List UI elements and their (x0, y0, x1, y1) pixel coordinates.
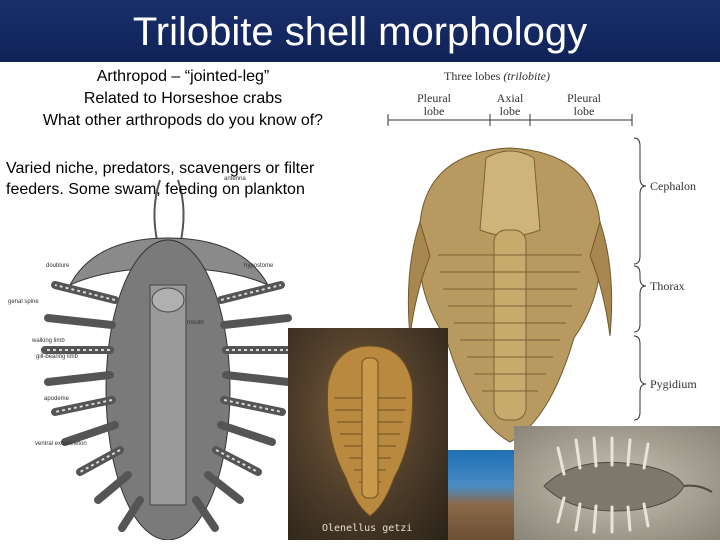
fossil-2-shape (514, 426, 720, 540)
slide-title: Trilobite shell morphology (132, 10, 588, 54)
niche-text: Varied niche, predators, scavengers or filter feeders. Some swam, feeding on plankton (6, 160, 315, 198)
label-mouth: mouth (187, 320, 204, 326)
label-apodeme: apodeme (44, 396, 70, 402)
pleural-lobe-2-line-1: Pleural (567, 91, 601, 105)
fossil-caption: Olenellus getzi (322, 523, 413, 534)
label-doublure: doublure (46, 263, 70, 269)
pleural-lobe-1-line-1: Pleural (417, 91, 451, 105)
background-landscape (448, 450, 514, 540)
fossil-1-shape (288, 328, 448, 540)
diagram-heading-italic: (trilobite) (503, 69, 550, 83)
intro-line-3: What other arthropods do you know of? (42, 112, 324, 129)
diagram-heading-text: Three lobes (444, 69, 501, 83)
label-ventral-exoskeleton: ventral exoskeleton (35, 441, 87, 447)
axial-lobe-line-2: lobe (499, 104, 521, 118)
grey-fossil-photo (514, 426, 720, 540)
label-genal-spine: genal spine (8, 299, 39, 305)
intro-text (0, 66, 366, 132)
label-gill-bearing-limb: gill-bearing limb (36, 354, 79, 360)
pleural-lobe-2-line-2: lobe (573, 104, 595, 118)
axial-lobe-line-1: Axial (496, 91, 524, 105)
label-walking-limb: walking limb (32, 338, 65, 344)
diagram-heading (444, 69, 550, 83)
intro-line-2: Related to Horseshoe crabs (83, 90, 283, 107)
pygidium-label: Pygidium (650, 377, 697, 391)
label-hypostome: hypostome (244, 263, 274, 269)
ventral-view-illustration (0, 150, 300, 540)
pleural-lobe-1-line-2: lobe (423, 104, 445, 118)
cephalon-label: Cephalon (650, 179, 696, 193)
intro-line-1: Arthropod – “jointed-leg” (96, 68, 270, 85)
thorax-label: Thorax (650, 279, 685, 293)
label-antenna: antenna (224, 176, 246, 182)
olenellus-fossil-photo (288, 328, 448, 540)
